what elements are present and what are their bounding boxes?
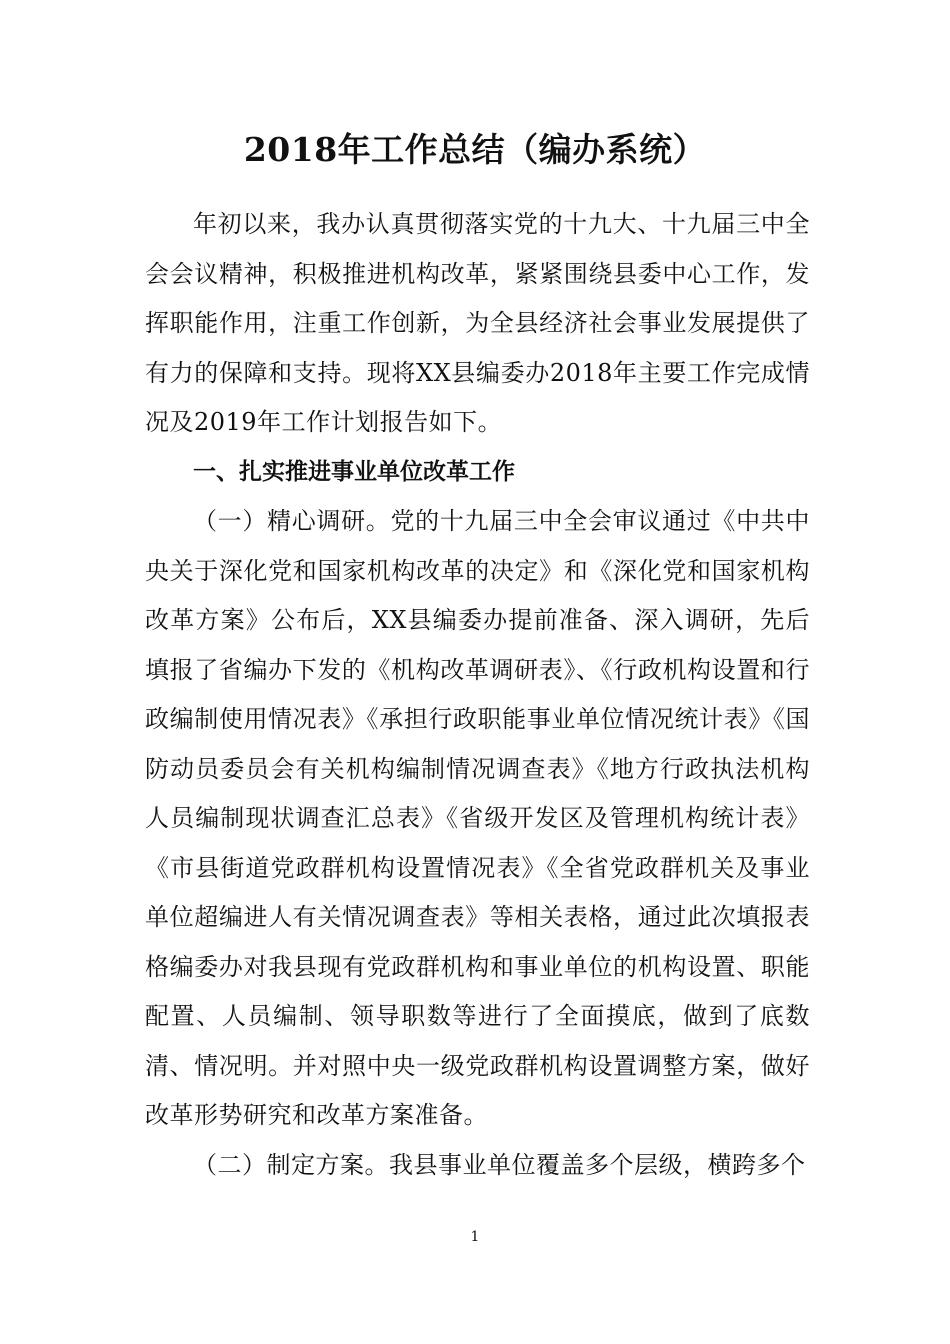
intro-paragraph: 年初以来，我办认真贯彻落实党的十九大、十九届三中全会会议精神，积极推进机构改革，紧紧围绕县委中心工作，发挥职能作用，注重工作创新，为全县经济社会事业发展提供了有力的保障和支持。现将XX县编委办2018年主要工作完成情况及2019年工作计划报告如下。	[145, 210, 810, 436]
document-title: 2018年工作总结（编办系统）	[243, 130, 707, 169]
subsection-research-paragraph: （一）精心调研。党的十九届三中全会审议通过《中共中央关于深化党和国家机构改革的决定》和《深化党和国家机构改革方案》公布后，XX县编委办提前准备、深入调研，先后填报了省编办下发的《机构改革调研表》、《行政机构设置和行政编制使用情况表》《承担行政职能事业单位情况统计表》《国防动员委员会有关机构编制情况调查表》《地方行政执法机构人员编制现状调查汇总表》《省级开发区及管理机构统计表》《市县街道党政群机构设置情况表》《全省党政群机关及事业单位超编进人有关情况调查表》等相关表格，通过此次填报表格编委办对我县现有党政群机构和事业单位的机构设置、职能配置、人员编制、领导职数等进行了全面摸底，做到了底数清、情况明。并对照中央一级党政群机构设置调整方案，做好改革形势研究和改革方案准备。	[145, 507, 810, 1129]
subsection-plan-paragraph: （二）制定方案。我县事业单位覆盖多个层级，横跨多个	[193, 1150, 806, 1179]
page-number: 1	[470, 1229, 480, 1245]
document-body	[145, 200, 810, 1190]
section-heading: 一、扎实推进事业单位改革工作	[193, 458, 515, 485]
